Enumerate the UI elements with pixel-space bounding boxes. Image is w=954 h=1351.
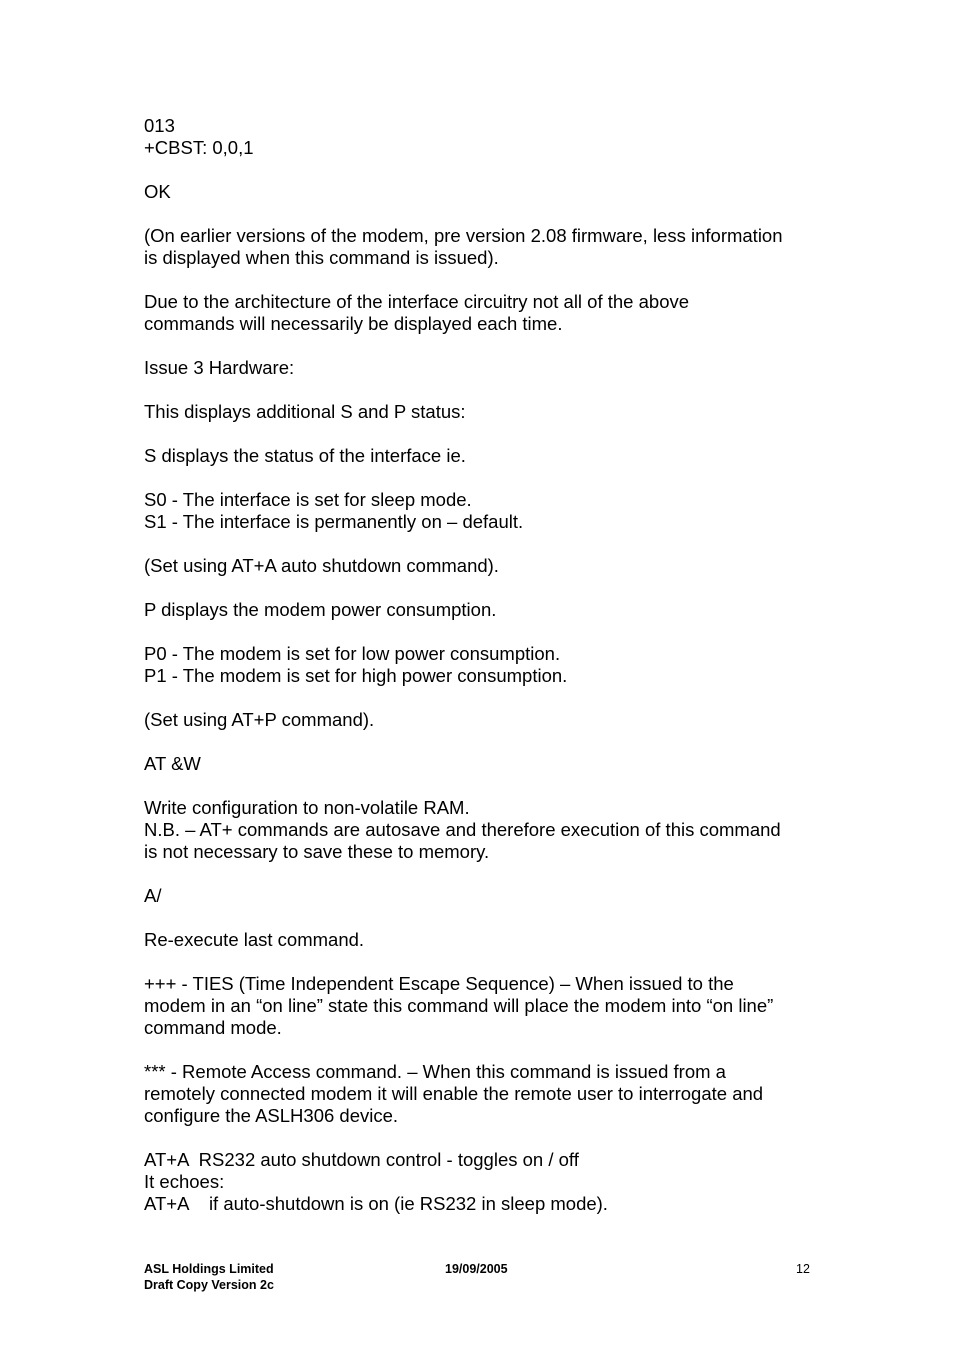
paragraph-p14: [144, 797, 824, 863]
paragraph-p5: [144, 357, 824, 379]
paragraph-p10: [144, 599, 824, 621]
text-line: command mode.: [144, 1017, 282, 1038]
paragraph-p13: [144, 753, 824, 775]
paragraph-p3: [144, 225, 824, 269]
paragraph-p19: [144, 1149, 824, 1215]
footer-company: ASL Holdings Limited: [144, 1262, 274, 1276]
text-line: modem in an “on line” state this command will place the modem into “on line”: [144, 995, 774, 1016]
text-line: 013: [144, 115, 175, 136]
paragraph-p16: [144, 929, 824, 951]
paragraph-p15: [144, 885, 824, 907]
text-line: (Set using AT+A auto shutdown command).: [144, 555, 499, 576]
text-line: remotely connected modem it will enable the remote user to interrogate and: [144, 1083, 764, 1104]
text-line: AT+A RS232 auto shutdown control - toggles on / off: [144, 1149, 579, 1170]
footer-date: 19/09/2005: [445, 1262, 508, 1276]
paragraph-p4: [144, 291, 824, 335]
text-line: *** - Remote Access command. – When this command is issued from a: [144, 1061, 726, 1082]
text-line: N.B. – AT+ commands are autosave and therefore execution of this command: [144, 819, 781, 840]
footer-page-number: 12: [796, 1262, 810, 1276]
text-line: +++ - TIES (Time Independent Escape Sequence) – When issued to the: [144, 973, 734, 994]
document-body: [144, 115, 824, 1237]
text-line: is not necessary to save these to memory.: [144, 841, 490, 862]
text-line: S0 - The interface is set for sleep mode.: [144, 489, 472, 510]
text-line: Issue 3 Hardware:: [144, 357, 295, 378]
text-line: AT+A if auto-shutdown is on (ie RS232 in sleep mode).: [144, 1193, 608, 1214]
footer-company-block: [144, 1262, 274, 1293]
text-line: P0 - The modem is set for low power consumption.: [144, 643, 561, 664]
text-line: configure the ASLH306 device.: [144, 1105, 399, 1126]
paragraph-p7: [144, 445, 824, 467]
paragraph-p8: [144, 489, 824, 533]
text-line: OK: [144, 181, 171, 202]
paragraph-p11: [144, 643, 824, 687]
text-line: Write configuration to non-volatile RAM.: [144, 797, 470, 818]
text-line: is displayed when this command is issued).: [144, 247, 499, 268]
text-line: Re-execute last command.: [144, 929, 365, 950]
text-line: P1 - The modem is set for high power consumption.: [144, 665, 568, 686]
text-line: Due to the architecture of the interface circuitry not all of the above: [144, 291, 690, 312]
text-line: (On earlier versions of the modem, pre version 2.08 firmware, less information: [144, 225, 783, 246]
text-line: P displays the modem power consumption.: [144, 599, 497, 620]
text-line: It echoes:: [144, 1171, 225, 1192]
text-line: S displays the status of the interface ie.: [144, 445, 466, 466]
footer-version: Draft Copy Version 2c: [144, 1277, 274, 1292]
paragraph-p6: [144, 401, 824, 423]
text-line: AT &W: [144, 753, 201, 774]
paragraph-p12: [144, 709, 824, 731]
text-line: This displays additional S and P status:: [144, 401, 466, 422]
text-line: S1 - The interface is permanently on – default.: [144, 511, 524, 532]
text-line: +CBST: 0,0,1: [144, 137, 254, 158]
paragraph-p17: [144, 973, 824, 1039]
paragraph-p2: [144, 181, 824, 203]
text-line: commands will necessarily be displayed each time.: [144, 313, 563, 334]
text-line: (Set using AT+P command).: [144, 709, 375, 730]
paragraph-p9: [144, 555, 824, 577]
paragraph-p18: [144, 1061, 824, 1127]
text-line: A/: [144, 885, 162, 906]
paragraph-p1: [144, 115, 824, 159]
